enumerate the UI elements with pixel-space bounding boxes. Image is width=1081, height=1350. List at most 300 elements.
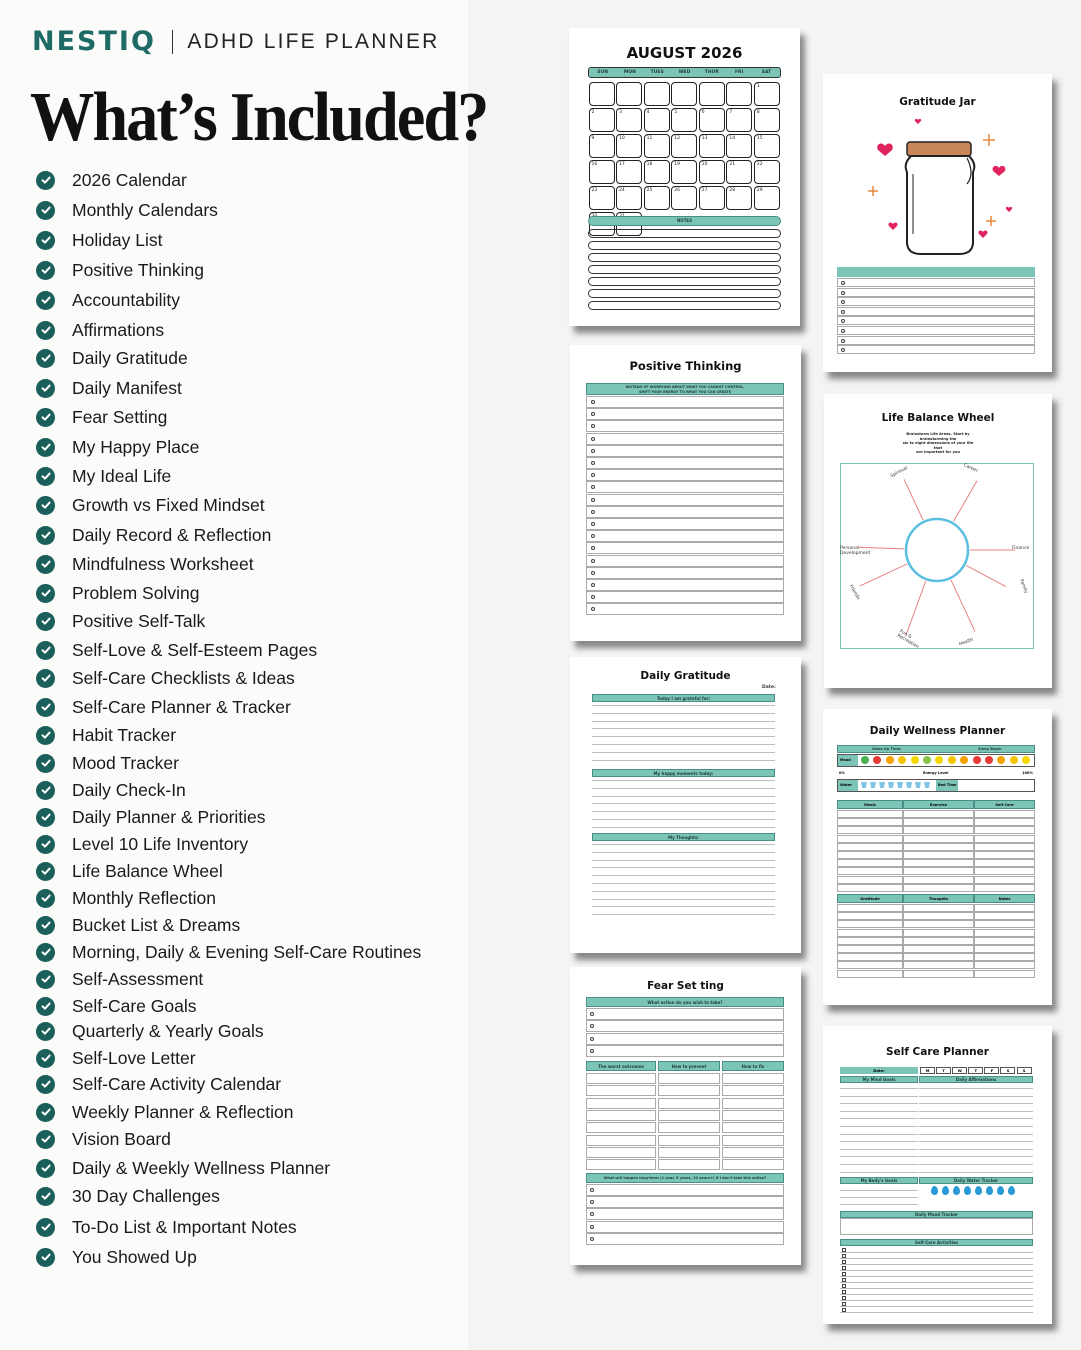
feature-label: Self-Love & Self-Esteem Pages bbox=[72, 639, 318, 660]
calendar-note-line bbox=[588, 289, 781, 298]
wellness-table-cell bbox=[903, 851, 974, 859]
fear-q1-header bbox=[586, 997, 784, 1007]
mood-face-icon bbox=[923, 756, 931, 764]
water-drop-icon bbox=[942, 1186, 949, 1195]
affirmations-header bbox=[919, 1076, 1033, 1083]
calendar-day-cell bbox=[644, 134, 670, 158]
wellness-table-cell bbox=[903, 826, 974, 834]
calendar-weekday-bar bbox=[588, 67, 781, 78]
calendar-day-cell bbox=[589, 134, 615, 158]
check-circle-icon bbox=[36, 555, 55, 574]
fear-table-cell bbox=[586, 1159, 656, 1170]
checkbox-icon bbox=[590, 1237, 594, 1241]
writing-line bbox=[592, 705, 775, 706]
writing-line bbox=[592, 736, 775, 737]
writing-line bbox=[592, 899, 775, 900]
fear-q2-row bbox=[586, 1208, 784, 1220]
checkbox-icon bbox=[590, 1049, 594, 1053]
wellness-zero-label: 0% bbox=[839, 771, 845, 775]
checkbox-icon bbox=[591, 424, 595, 428]
water-drop-icon bbox=[931, 1186, 938, 1195]
checkbox-icon bbox=[591, 510, 595, 514]
calendar-day-cell bbox=[671, 82, 697, 106]
brand-logo: NESTIQ bbox=[32, 26, 156, 57]
wheel-center-circle bbox=[906, 519, 968, 581]
wheel-spoke bbox=[906, 581, 926, 636]
feature-item bbox=[36, 607, 205, 635]
self-care-title: Self Care Planner bbox=[886, 1046, 989, 1058]
calendar-weekday: THUR bbox=[704, 70, 719, 75]
wellness-table-cell bbox=[974, 810, 1035, 818]
check-circle-icon bbox=[36, 291, 55, 310]
activities-label: Self-Care Activities bbox=[914, 1240, 959, 1245]
check-circle-icon bbox=[36, 1049, 55, 1068]
wellness-table-cell bbox=[837, 970, 903, 978]
feature-label: Holiday List bbox=[72, 229, 163, 250]
checkbox-icon bbox=[841, 281, 845, 285]
wheel-label: Finance bbox=[1012, 546, 1030, 551]
feature-label: Weekly Planner & Reflection bbox=[72, 1101, 294, 1122]
feature-label: Quarterly & Yearly Goals bbox=[72, 1020, 264, 1041]
calendar-notes-label: NOTES bbox=[676, 218, 693, 223]
feature-label: 30 Day Challenges bbox=[72, 1185, 220, 1206]
life-balance-intro-5: are important for you bbox=[916, 450, 960, 455]
calendar-day-number: 6 bbox=[701, 110, 705, 115]
feature-label: Daily Record & Reflection bbox=[72, 524, 272, 545]
fear-table-cell bbox=[586, 1147, 656, 1158]
positive-thinking-row bbox=[586, 530, 784, 542]
fear-table-cell bbox=[586, 1135, 656, 1146]
fear-table-cell bbox=[722, 1085, 784, 1096]
fear-table-cell bbox=[722, 1147, 784, 1158]
wellness-table-row bbox=[837, 810, 1035, 818]
water-cup-icon bbox=[906, 782, 912, 788]
wellness-table-row bbox=[837, 961, 1035, 969]
feature-label: Level 10 Life Inventory bbox=[72, 833, 249, 854]
wellness-column-header: Notes bbox=[974, 894, 1035, 903]
positive-thinking-row bbox=[586, 420, 784, 432]
calendar-day-cell bbox=[644, 108, 670, 132]
feature-item bbox=[36, 491, 265, 519]
calendar-title: AUGUST 2026 bbox=[626, 44, 743, 62]
calendar-day-cell bbox=[671, 160, 697, 184]
writing-line bbox=[592, 852, 775, 853]
writing-line bbox=[840, 1156, 918, 1157]
wellness-column-header: Gratitude bbox=[837, 894, 903, 903]
calendar-day-number: 20 bbox=[701, 162, 708, 167]
calendar-day-cell bbox=[589, 186, 615, 210]
calendar-day-number: 9 bbox=[591, 136, 595, 141]
water-drop-icon bbox=[964, 1186, 971, 1195]
wellness-table-cell bbox=[837, 867, 903, 875]
fear-table-cell bbox=[586, 1085, 656, 1096]
positive-thinking-row bbox=[586, 494, 784, 506]
wellness-mood-label: Mood bbox=[838, 755, 858, 766]
feature-label: Habit Tracker bbox=[72, 724, 177, 745]
gratitude-jar-page-preview bbox=[823, 74, 1052, 372]
calendar-day-number: 21 bbox=[729, 162, 736, 167]
wellness-table-row bbox=[837, 826, 1035, 834]
calendar-day-cell bbox=[699, 108, 725, 132]
jar-table-row bbox=[837, 345, 1035, 354]
water-tracker-header bbox=[919, 1177, 1033, 1184]
calendar-notes-header bbox=[588, 216, 781, 226]
feature-item bbox=[36, 1182, 220, 1210]
wellness-table-row bbox=[837, 884, 1035, 892]
writing-line bbox=[840, 1141, 918, 1142]
water-cup-icons bbox=[861, 782, 933, 788]
feature-item bbox=[36, 550, 254, 578]
fear-q2-row bbox=[586, 1184, 784, 1196]
feature-item bbox=[36, 1125, 171, 1153]
wellness-table-cell bbox=[837, 961, 903, 969]
daily-gratitude-title: Daily Gratitude bbox=[640, 670, 731, 682]
calendar-note-line bbox=[588, 253, 781, 262]
self-care-weekday-box: T bbox=[968, 1067, 983, 1074]
wellness-water-label: Water bbox=[838, 780, 858, 791]
fear-q2-label: What will happen long-term (1 year, 5 years, 10 years+) if I don't take this action? bbox=[603, 1176, 767, 1180]
fear-table-cell bbox=[586, 1122, 656, 1133]
wellness-table-cell bbox=[903, 810, 974, 818]
checkbox-icon bbox=[841, 339, 845, 343]
writing-line bbox=[840, 1149, 918, 1150]
fear-table-header bbox=[722, 1061, 784, 1071]
positive-thinking-header-line1: INSTEAD OF WORRYING ABOUT WHAT YOU CANNOT CONTROL, bbox=[625, 385, 745, 389]
water-cup-icon bbox=[870, 782, 876, 788]
life-balance-wheel-page-preview bbox=[824, 394, 1052, 688]
fear-q2-row bbox=[586, 1196, 784, 1208]
calendar-weekday: WED bbox=[678, 70, 691, 75]
calendar-day-cell bbox=[589, 108, 615, 132]
fear-table-cell bbox=[658, 1098, 720, 1109]
wellness-table-cell bbox=[903, 843, 974, 851]
wellness-energy-label: Energy Level bbox=[923, 771, 949, 775]
mood-face-icon bbox=[985, 756, 993, 764]
wellness-table-cell bbox=[903, 920, 974, 928]
calendar-day-cell bbox=[754, 186, 780, 210]
writing-line bbox=[840, 1088, 918, 1089]
wellness-table-cell bbox=[903, 867, 974, 875]
mood-face-icon bbox=[997, 756, 1005, 764]
calendar-day-number: 22 bbox=[756, 162, 763, 167]
feature-item bbox=[36, 1017, 264, 1045]
feature-item bbox=[36, 1243, 197, 1271]
wellness-table-row bbox=[837, 937, 1035, 945]
gratitude-section-1 bbox=[592, 694, 775, 702]
gratitude-section-3 bbox=[592, 833, 775, 841]
wellness-table-cell bbox=[974, 835, 1035, 843]
page-title: What’s Included? bbox=[30, 79, 488, 156]
positive-thinking-row bbox=[586, 469, 784, 481]
water-cup-icon bbox=[915, 782, 921, 788]
fear-table-cell bbox=[722, 1122, 784, 1133]
body-goals-header bbox=[840, 1177, 918, 1184]
check-circle-icon bbox=[36, 584, 55, 603]
feature-label: Self-Care Checklists & Ideas bbox=[72, 667, 295, 688]
water-drop-icons bbox=[931, 1186, 1019, 1195]
feature-item bbox=[36, 938, 421, 966]
writing-line bbox=[840, 1134, 918, 1135]
checkbox-icon bbox=[841, 310, 845, 314]
writing-line bbox=[592, 796, 775, 797]
positive-thinking-page-preview bbox=[570, 345, 801, 641]
writing-line bbox=[592, 760, 775, 761]
calendar-weekday: TUES bbox=[650, 70, 664, 75]
check-circle-icon bbox=[36, 997, 55, 1016]
self-care-weekday-box: M bbox=[920, 1067, 935, 1074]
writing-line bbox=[919, 1088, 1033, 1089]
calendar-day-cell bbox=[589, 82, 615, 106]
wellness-table-cell bbox=[837, 826, 903, 834]
feature-label: Daily Manifest bbox=[72, 377, 182, 398]
writing-line bbox=[592, 875, 775, 876]
writing-line bbox=[840, 1190, 918, 1191]
wellness-title: Daily Wellness Planner bbox=[869, 725, 1006, 737]
wellness-table-cell bbox=[974, 818, 1035, 826]
writing-line bbox=[592, 883, 775, 884]
water-cup-icon bbox=[861, 782, 867, 788]
wellness-table-row bbox=[837, 904, 1035, 912]
water-tracker-label: Daily Water Tracker bbox=[953, 1178, 999, 1183]
wellness-table-cell bbox=[903, 904, 974, 912]
checkbox-icon bbox=[842, 1302, 846, 1306]
checkbox-icon bbox=[591, 571, 595, 575]
writing-line bbox=[840, 1204, 918, 1205]
calendar-day-number: 29 bbox=[756, 188, 763, 193]
wellness-table-cell bbox=[974, 826, 1035, 834]
checkbox-icon bbox=[590, 1012, 594, 1016]
feature-label: Life Balance Wheel bbox=[72, 860, 223, 881]
feature-label: You Showed Up bbox=[72, 1246, 197, 1267]
wellness-column-header: Thoughts bbox=[903, 894, 974, 903]
calendar-day-cell bbox=[726, 108, 752, 132]
wellness-table-row bbox=[837, 876, 1035, 884]
calendar-note-line bbox=[588, 277, 781, 286]
wellness-table-cell bbox=[903, 961, 974, 969]
mood-face-icon bbox=[935, 756, 943, 764]
checkbox-icon bbox=[842, 1284, 846, 1288]
wellness-energy-row bbox=[837, 769, 1035, 777]
self-care-weekday-boxes bbox=[920, 1067, 1033, 1074]
wellness-table-cell bbox=[903, 884, 974, 892]
gratitude-section-2-label: My happy moments today: bbox=[653, 771, 714, 776]
wheel-spoke bbox=[904, 479, 923, 520]
wellness-table-cell bbox=[837, 884, 903, 892]
self-care-activity-row bbox=[840, 1307, 1033, 1313]
calendar-day-cell bbox=[671, 108, 697, 132]
writing-line bbox=[840, 1096, 918, 1097]
fear-table-cell bbox=[658, 1159, 720, 1170]
life-balance-title: Life Balance Wheel bbox=[881, 412, 995, 424]
feature-item bbox=[36, 830, 248, 858]
check-circle-icon bbox=[36, 496, 55, 515]
mood-tracker-label: Daily Mood Tracker bbox=[914, 1212, 959, 1217]
calendar-day-number: 19 bbox=[674, 162, 680, 167]
water-drop-icon bbox=[986, 1186, 993, 1195]
calendar-weekday: SUN bbox=[597, 70, 608, 75]
wellness-table-row bbox=[837, 929, 1035, 937]
calendar-day-number: 16 bbox=[591, 162, 598, 167]
check-circle-icon bbox=[36, 862, 55, 881]
checkbox-icon bbox=[591, 559, 595, 563]
fear-table-cell bbox=[658, 1110, 720, 1121]
wellness-table-cell bbox=[837, 945, 903, 953]
writing-line bbox=[592, 914, 775, 915]
mood-face-icon bbox=[1022, 756, 1030, 764]
calendar-note-line bbox=[588, 265, 781, 274]
wellness-table-cell bbox=[837, 953, 903, 961]
calendar-day-number: 8 bbox=[756, 110, 760, 115]
jar-table-row bbox=[837, 297, 1035, 306]
check-circle-icon bbox=[36, 1130, 55, 1149]
wellness-table-cell bbox=[837, 843, 903, 851]
calendar-day-cell bbox=[754, 134, 780, 158]
feature-label: Positive Self-Talk bbox=[72, 610, 206, 631]
feature-item bbox=[36, 226, 162, 254]
checkbox-icon bbox=[591, 461, 595, 465]
wheel-label: Family bbox=[1018, 578, 1029, 595]
fear-table-cell bbox=[586, 1110, 656, 1121]
calendar-day-cell bbox=[754, 160, 780, 184]
checkbox-icon bbox=[841, 348, 845, 352]
mood-face-icon bbox=[960, 756, 968, 764]
check-circle-icon bbox=[36, 754, 55, 773]
fear-table-cell bbox=[658, 1147, 720, 1158]
fear-table-cell bbox=[586, 1098, 656, 1109]
feature-item bbox=[36, 1154, 330, 1182]
writing-line bbox=[592, 867, 775, 868]
positive-thinking-row bbox=[586, 408, 784, 420]
check-circle-icon bbox=[36, 726, 55, 745]
affirmations-label: Daily Affirmations bbox=[955, 1077, 997, 1082]
wellness-table-cell bbox=[903, 818, 974, 826]
feature-item bbox=[36, 803, 266, 831]
fear-q1-label: What action do you wish to take? bbox=[647, 1000, 723, 1005]
feature-label: Daily Check-In bbox=[72, 779, 186, 800]
calendar-day-number: 28 bbox=[729, 188, 736, 193]
feature-label: Monthly Reflection bbox=[72, 887, 216, 908]
feature-item bbox=[36, 749, 179, 777]
mood-face-icon bbox=[948, 756, 956, 764]
writing-line bbox=[592, 752, 775, 753]
checkbox-icon bbox=[591, 546, 595, 550]
calendar-day-number: 2 bbox=[591, 110, 595, 115]
wellness-table-cell bbox=[974, 945, 1035, 953]
calendar-day-cell bbox=[726, 160, 752, 184]
feature-item bbox=[36, 776, 186, 804]
feature-item bbox=[36, 344, 188, 372]
writing-line bbox=[840, 1103, 918, 1104]
wellness-table-cell bbox=[837, 912, 903, 920]
wellness-table-row bbox=[837, 859, 1035, 867]
checkbox-icon bbox=[842, 1248, 846, 1252]
life-balance-intro-3: six to eight dimensions of your life bbox=[902, 441, 974, 446]
positive-thinking-row bbox=[586, 579, 784, 591]
wellness-table-cell bbox=[974, 929, 1035, 937]
wellness-table-cell bbox=[903, 945, 974, 953]
checkbox-icon bbox=[591, 400, 595, 404]
checkbox-icon bbox=[842, 1308, 846, 1312]
life-balance-intro-2: brainstorming the bbox=[919, 436, 957, 441]
positive-thinking-row bbox=[586, 396, 784, 408]
water-drop-icon bbox=[1008, 1186, 1015, 1195]
calendar-note-line bbox=[588, 301, 781, 310]
water-cup-icon bbox=[888, 782, 894, 788]
mood-face-icons bbox=[861, 756, 1034, 764]
writing-line bbox=[840, 1164, 918, 1165]
check-circle-icon bbox=[36, 171, 55, 190]
brand-subtitle: ADHD LIFE PLANNER bbox=[187, 29, 440, 53]
feature-item bbox=[36, 636, 317, 664]
writing-line bbox=[919, 1096, 1033, 1097]
feature-item bbox=[36, 693, 291, 721]
calendar-day-cell bbox=[699, 160, 725, 184]
calendar-weekday: MON bbox=[623, 70, 636, 75]
fear-q2-header bbox=[586, 1173, 784, 1183]
writing-line bbox=[919, 1141, 1033, 1142]
gratitude-jar-title: Gratitude Jar bbox=[899, 96, 976, 108]
checkbox-icon bbox=[841, 319, 845, 323]
feature-label: Daily Gratitude bbox=[72, 347, 188, 368]
wellness-table-cell bbox=[837, 876, 903, 884]
writing-line bbox=[592, 819, 775, 820]
feature-label: My Happy Place bbox=[72, 436, 200, 457]
feature-label: Accountability bbox=[72, 289, 180, 310]
feature-label: 2026 Calendar bbox=[72, 169, 187, 190]
calendar-day-cell bbox=[616, 186, 642, 210]
checkbox-icon bbox=[842, 1266, 846, 1270]
self-care-planner-page-preview bbox=[823, 1026, 1052, 1324]
calendar-note-line bbox=[588, 241, 781, 250]
wellness-table-cell bbox=[837, 851, 903, 859]
feature-item bbox=[36, 403, 167, 431]
writing-line bbox=[919, 1111, 1033, 1112]
fear-table-cell bbox=[586, 1073, 656, 1084]
jar-icon bbox=[906, 142, 975, 254]
wellness-table-cell bbox=[903, 912, 974, 920]
writing-line bbox=[592, 891, 775, 892]
checkbox-icon bbox=[591, 498, 595, 502]
calendar-day-number: 23 bbox=[591, 188, 598, 193]
calendar-day-cell bbox=[616, 82, 642, 106]
feature-label: Monthly Calendars bbox=[72, 199, 218, 220]
positive-thinking-row bbox=[586, 542, 784, 554]
wellness-table-cell bbox=[837, 818, 903, 826]
checkbox-icon bbox=[591, 583, 595, 587]
fear-q1-row bbox=[586, 1045, 784, 1057]
mood-face-icon bbox=[1010, 756, 1018, 764]
jar-table-header bbox=[837, 267, 1035, 277]
checkbox-icon bbox=[590, 1188, 594, 1192]
wellness-table-cell bbox=[903, 953, 974, 961]
writing-line bbox=[919, 1103, 1033, 1104]
gratitude-section-3-label: My Thoughts: bbox=[668, 835, 699, 840]
check-circle-icon bbox=[36, 612, 55, 631]
life-balance-intro-1: Brainstorm Life Areas. Start by bbox=[906, 432, 970, 436]
calendar-day-number: 12 bbox=[674, 136, 680, 141]
jar-table-row bbox=[837, 288, 1035, 297]
wellness-table-header bbox=[837, 800, 1035, 809]
checkbox-icon bbox=[842, 1278, 846, 1282]
calendar-day-cell bbox=[699, 186, 725, 210]
wellness-sleep-label: Sleep Begin bbox=[978, 747, 1002, 751]
calendar-day-number: 17 bbox=[619, 162, 625, 167]
wellness-table-row bbox=[837, 843, 1035, 851]
wheel-spoke bbox=[860, 564, 907, 586]
checkbox-icon bbox=[591, 485, 595, 489]
check-circle-icon bbox=[36, 349, 55, 368]
check-circle-icon bbox=[36, 781, 55, 800]
